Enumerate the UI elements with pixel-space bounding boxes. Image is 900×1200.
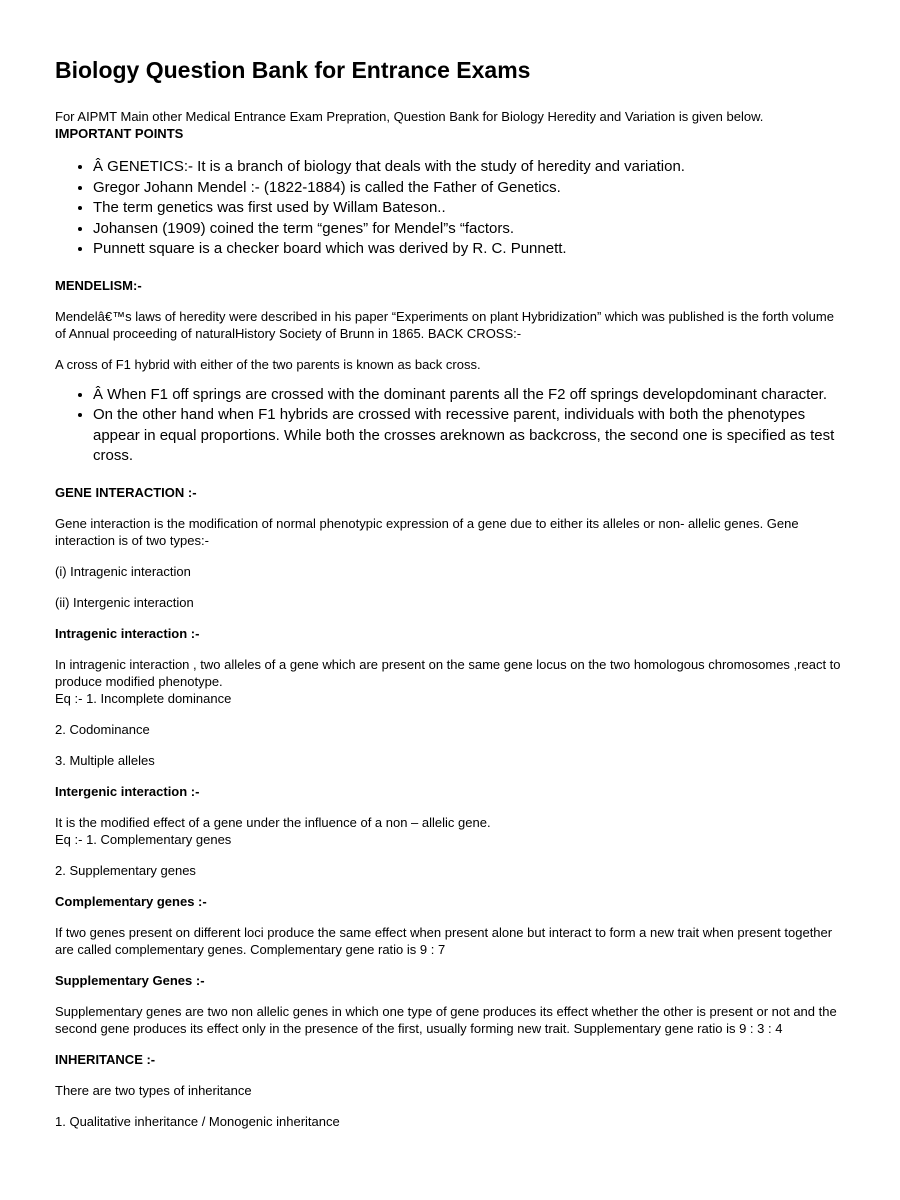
backcross-text: A cross of F1 hybrid with either of the two parents is known as back cross.: [55, 356, 481, 372]
intragenic-text: In intragenic interaction , two alleles of a gene which are present on the same gene locus on the two homologous chromosomes ,react to produce modified phenotype.: [55, 656, 841, 689]
intergenic-text: It is the modified effect of a gene under the influence of a non – allelic gene.: [55, 814, 491, 830]
intergenic-heading: Intergenic interaction :-: [55, 783, 200, 799]
intragenic-heading: Intragenic interaction :-: [55, 625, 200, 641]
inheritance-heading: INHERITANCE :-: [55, 1051, 156, 1067]
backcross-list: [55, 385, 848, 467]
intragenic-example-2: 2. Codominance: [55, 721, 150, 737]
intergenic-example-2: 2. Supplementary genes: [55, 862, 196, 878]
mendelism-heading: MENDELISM:-: [55, 277, 142, 293]
intergenic-example-1: Eq :- 1. Complementary genes: [55, 831, 232, 847]
important-points-list: [55, 157, 848, 260]
list-item: • Johansen (1909) coined the term “genes” for Mendel”s “factors.: [93, 219, 848, 240]
intragenic-example-1: Eq :- 1. Incomplete dominance: [55, 690, 232, 706]
list-item: • On the other hand when F1 hybrids are crossed with recessive parent, individuals with both the phenotypes appear in equal proportions. While both the crosses areknown as backcross, the second one is specified as test cross.: [93, 405, 848, 467]
list-item: • Gregor Johann Mendel :- (1822-1884) is called the Father of Genetics.: [93, 178, 848, 199]
gene-interaction-type-1: (i) Intragenic interaction: [55, 563, 191, 579]
list-item: • Â When F1 off springs are crossed with the dominant parents all the F2 off springs developdominant character.: [93, 385, 848, 406]
inheritance-item-1: 1. Qualitative inheritance / Monogenic inheritance: [55, 1113, 340, 1129]
gene-interaction-type-2: (ii) Intergenic interaction: [55, 594, 194, 610]
important-points-heading: IMPORTANT POINTS: [55, 126, 184, 141]
complementary-text: If two genes present on different loci produce the same effect when present alone but interact to form a new trait when present together are called complementary genes. Complementary gene ratio is 9 : 7: [55, 924, 833, 957]
list-item: • Punnett square is a checker board which was derived by R. C. Punnett.: [93, 239, 848, 260]
list-item: • The term genetics was first used by Willam Bateson..: [93, 198, 848, 219]
page-title: Biology Question Bank for Entrance Exams: [55, 57, 531, 83]
list-item: • Â GENETICS:- It is a branch of biology that deals with the study of heredity and variation.: [93, 157, 848, 178]
supplementary-text: Supplementary genes are two non allelic genes in which one type of gene produces its effect whether the other is present or not and the second gene produces its effect only in the presence of the first, usually forming new trait. Supplementary gene ratio is 9 : 3 : 4: [55, 1003, 837, 1036]
supplementary-heading: Supplementary Genes :-: [55, 972, 205, 988]
complementary-heading: Complementary genes :-: [55, 893, 207, 909]
gene-interaction-heading: GENE INTERACTION :-: [55, 484, 197, 500]
intro-text: For AIPMT Main other Medical Entrance Exam Prepration, Question Bank for Biology Heredity and Variation is given below.: [55, 109, 764, 124]
mendelism-text: Mendelâ€™s laws of heredity were described in his paper “Experiments on plant Hybridization” which was published is the forth volume of Annual proceeding of naturalHistory Society of Brunn in 1865. BACK CROSS:-: [55, 308, 834, 341]
intragenic-example-3: 3. Multiple alleles: [55, 752, 155, 768]
inheritance-text: There are two types of inheritance: [55, 1082, 252, 1098]
gene-interaction-text: Gene interaction is the modification of normal phenotypic expression of a gene due to either its alleles or non- allelic genes. Gene interaction is of two types:-: [55, 515, 799, 548]
